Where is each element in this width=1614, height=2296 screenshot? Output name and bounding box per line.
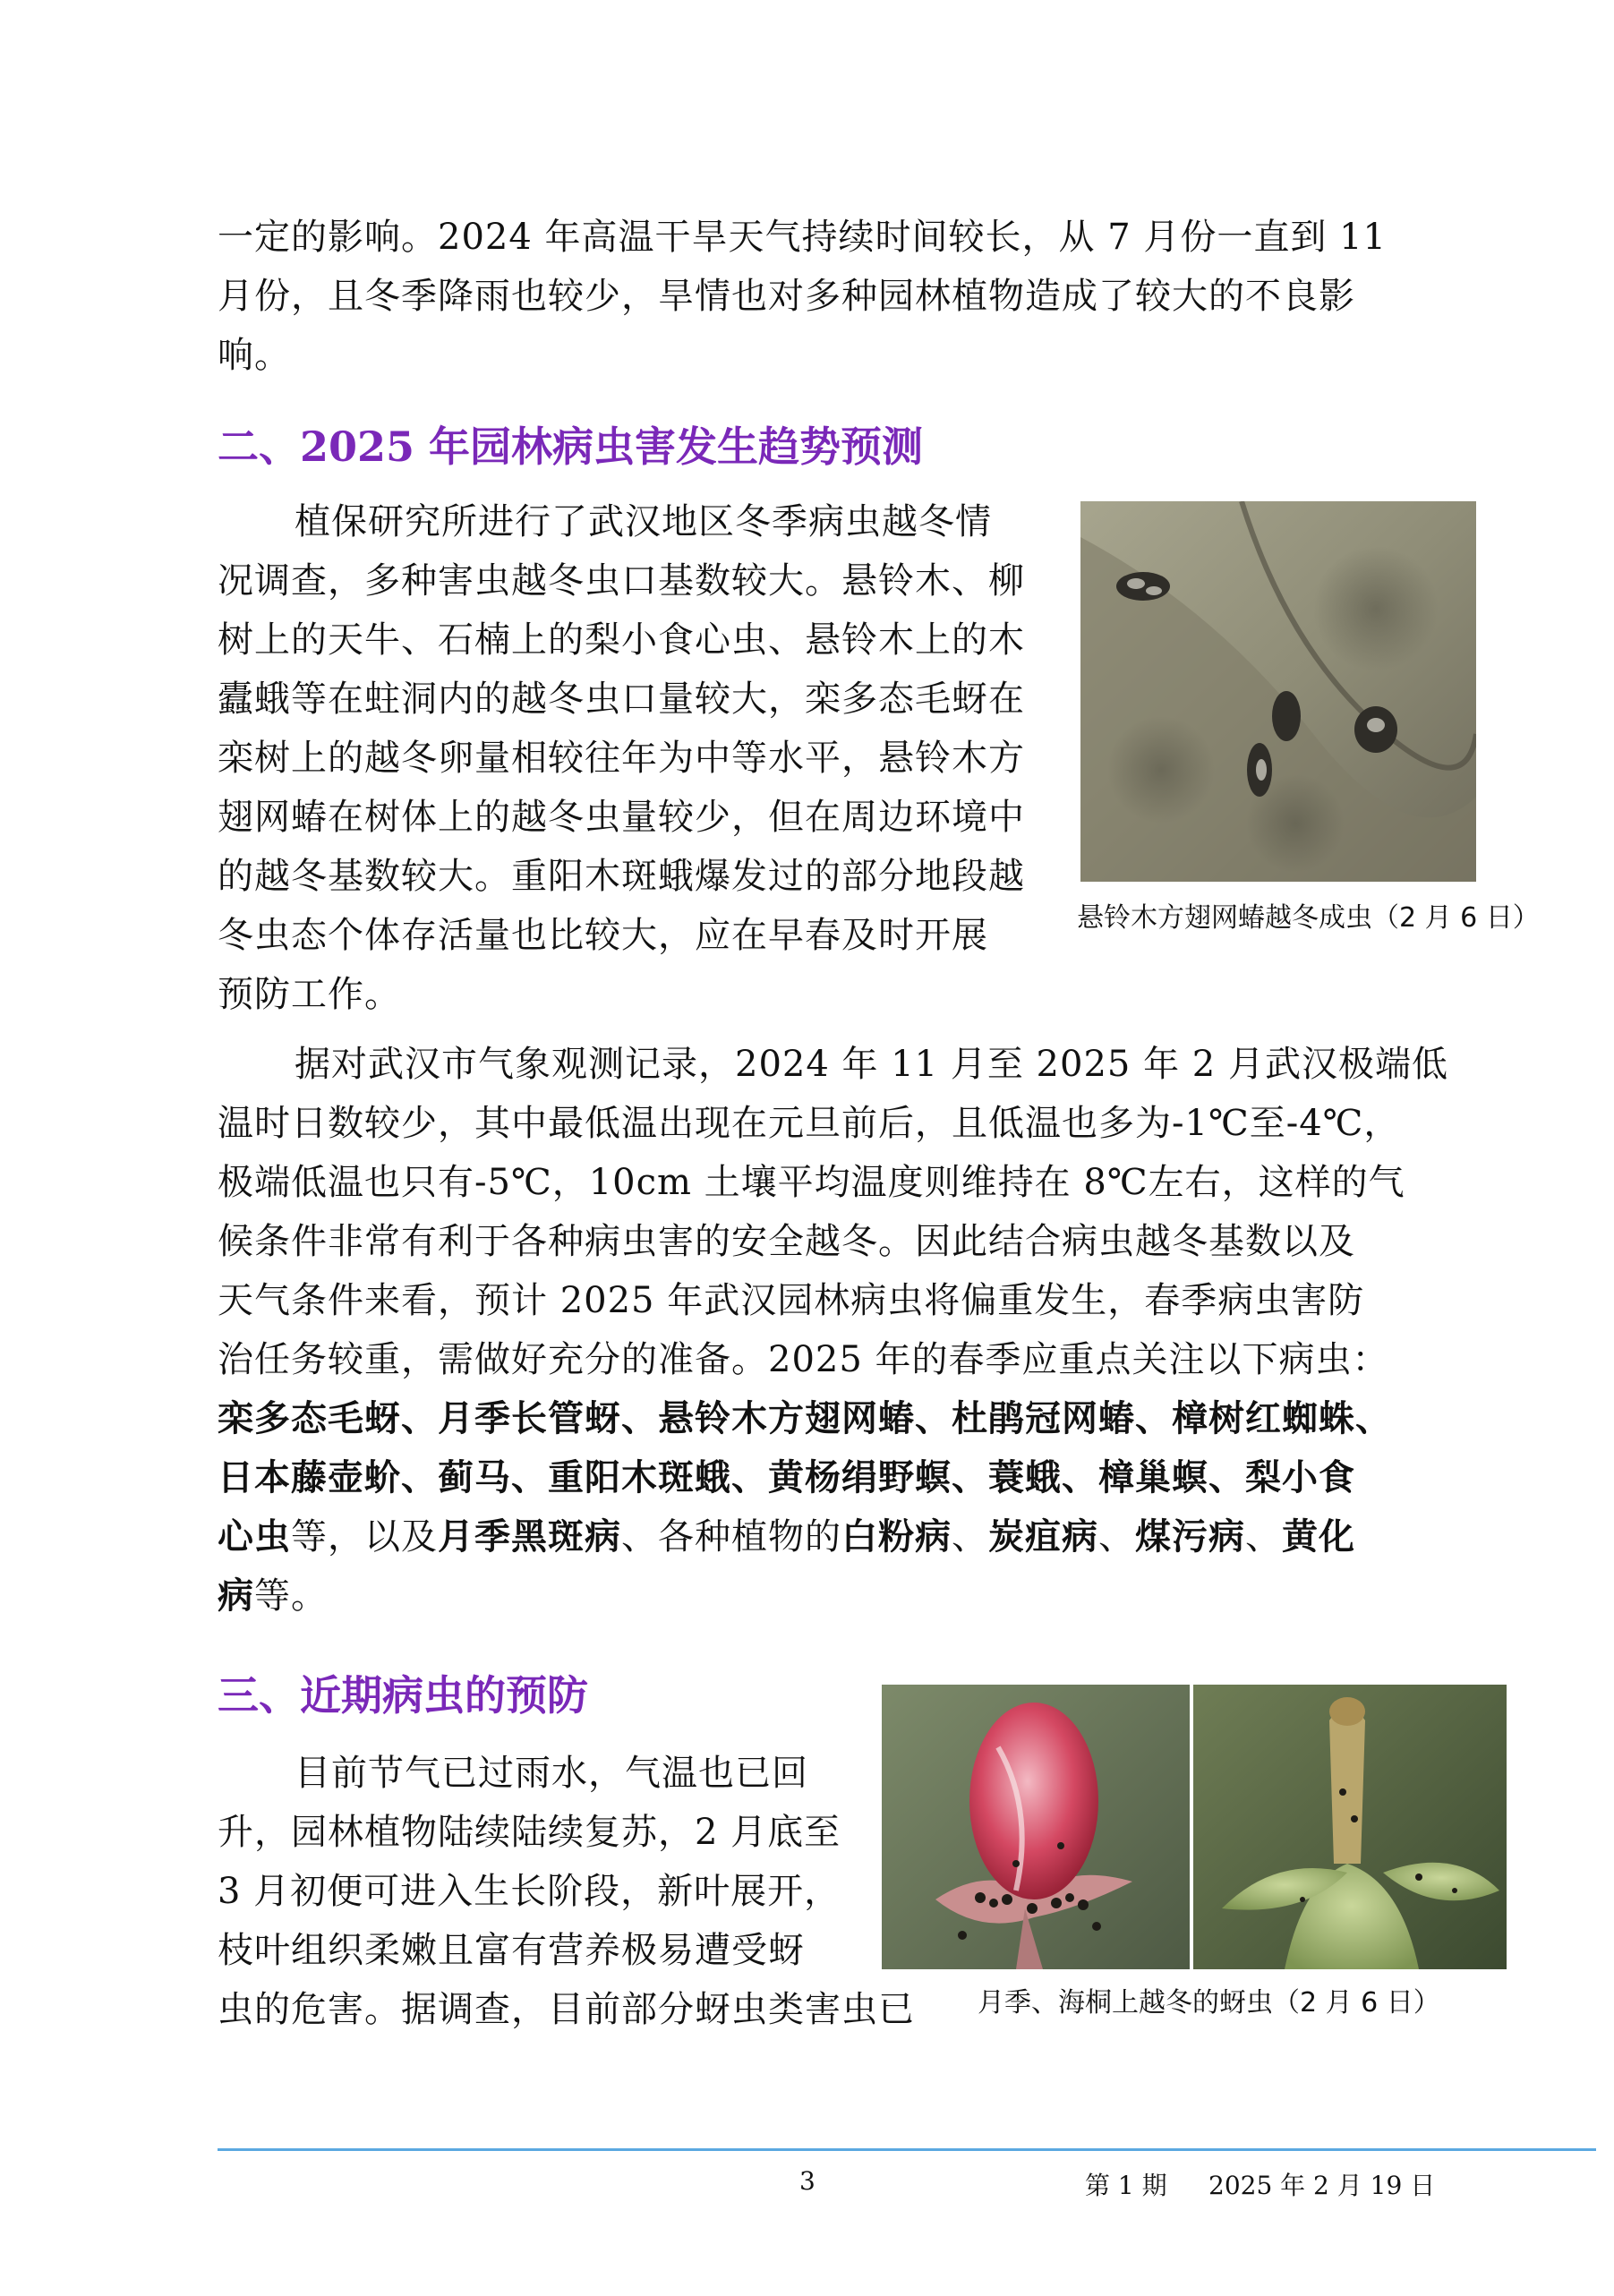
disease-name: 病	[218, 1575, 254, 1617]
disease-name: 黄化	[1282, 1516, 1355, 1558]
text-line: 升，园林植物陆续陆续复苏，2 月底至	[218, 1812, 841, 1853]
section3-paragraph	[218, 1744, 915, 2039]
connector-text: 、	[1098, 1516, 1135, 1558]
photo-caption-1: 悬铃木方翅网蝽越冬成虫（2 月 6 日）	[1077, 902, 1540, 934]
text-line: 蠹蛾等在蛀洞内的越冬虫口量较大，栾多态毛蚜在	[218, 679, 1025, 720]
pest-list-line: 栾多态毛蚜、月季长管蚜、悬铃木方翅网蝽、杜鹃冠网蝽、樟树红蜘蛛、	[218, 1398, 1392, 1439]
disease-name: 炭疽病	[988, 1516, 1098, 1558]
text-line: 翅网蝽在树体上的越冬虫量较少，但在周边环境中	[218, 797, 1025, 838]
pest-list-line: 日本藤壶蚧、蓟马、重阳木斑蛾、黄杨绢野螟、蓑蛾、樟巢螟、梨小食	[218, 1457, 1355, 1498]
text-line: 的越冬基数较大。重阳木斑蛾爆发过的部分地段越	[218, 856, 1025, 897]
text-line: 月份，且冬季降雨也较少，旱情也对多种园林植物造成了较大的不良影	[218, 276, 1355, 317]
section2-paragraph-1	[218, 492, 1025, 1024]
section-heading-3: 三、近期病虫的预防	[218, 1671, 588, 1720]
text-line: 栾树上的越冬卵量相较往年为中等水平，悬铃木方	[218, 738, 1025, 779]
photo-bark-lace-bugs	[1080, 501, 1476, 882]
text-line: 冬虫态个体存活量也比较大，应在早春及时开展	[218, 915, 988, 956]
page-number: 3	[799, 2166, 816, 2196]
disease-name: 白粉病	[841, 1516, 952, 1558]
issue-number: 第 1 期	[1085, 2171, 1167, 2200]
connector-text: 、	[952, 1516, 988, 1558]
text-line: 预防工作。	[218, 974, 401, 1015]
text-line: 目前节气已过雨水，气温也已回	[295, 1753, 808, 1794]
connector-text: 、	[1245, 1516, 1282, 1558]
text-line: 一定的影响。2024 年高温干旱天气持续时间较长，从 7 月份一直到 11	[218, 217, 1388, 258]
connector-text: 、各种植物的	[621, 1516, 841, 1558]
text-line: 虫的危害。据调查，目前部分蚜虫类害虫已	[218, 1989, 915, 2030]
connector-text: 等，以及	[291, 1516, 438, 1558]
section-heading-2: 二、2025 年园林病虫害发生趋势预测	[218, 422, 924, 471]
text-line: 植保研究所进行了武汉地区冬季病虫越冬情	[295, 501, 992, 542]
text-line: 枝叶组织柔嫩且富有营养极易遭受蚜	[218, 1930, 805, 1971]
text-line: 天气条件来看，预计 2025 年武汉园林病虫将偏重发生，春季病虫害防	[218, 1280, 1365, 1321]
text-line: 3 月初便可进入生长阶段，新叶展开，	[218, 1871, 841, 1912]
text-line: 候条件非常有利于各种病虫害的安全越冬。因此结合病虫越冬基数以及	[218, 1221, 1355, 1262]
connector-text: 等。	[254, 1575, 328, 1617]
pest-list-line-mixed	[218, 1507, 1448, 1566]
text-line: 响。	[218, 335, 291, 376]
disease-name: 月季黑斑病	[438, 1516, 621, 1558]
text-line: 温时日数较少，其中最低温出现在元旦前后，且低温也多为-1℃至-4℃，	[218, 1103, 1401, 1144]
pest-list-line-mixed	[218, 1566, 1448, 1626]
text-line: 极端低温也只有-5℃，10cm 土壤平均温度则维持在 8℃左右，这样的气	[218, 1162, 1405, 1203]
issue-date: 2025 年 2 月 19 日	[1208, 2171, 1436, 2200]
footer-rule	[218, 2148, 1596, 2151]
photo-caption-2: 月季、海桐上越冬的蚜虫（2 月 6 日）	[978, 1987, 1440, 2019]
disease-name: 煤污病	[1135, 1516, 1245, 1558]
intro-paragraph	[218, 208, 1387, 385]
text-line: 据对武汉市气象观测记录，2024 年 11 月至 2025 年 2 月武汉极端低	[295, 1044, 1448, 1085]
text-line: 治任务较重，需做好充分的准备。2025 年的春季应重点关注以下病虫：	[218, 1339, 1389, 1380]
text-line: 况调查，多种害虫越冬虫口基数较大。悬铃木、柳	[218, 560, 1025, 602]
photo-aphids-rose-pittosporum	[882, 1685, 1507, 1969]
text-line: 树上的天牛、石楠上的梨小食心虫、悬铃木上的木	[218, 619, 1025, 661]
pest-name: 心虫	[218, 1516, 291, 1558]
section2-paragraph-2	[218, 1035, 1448, 1626]
